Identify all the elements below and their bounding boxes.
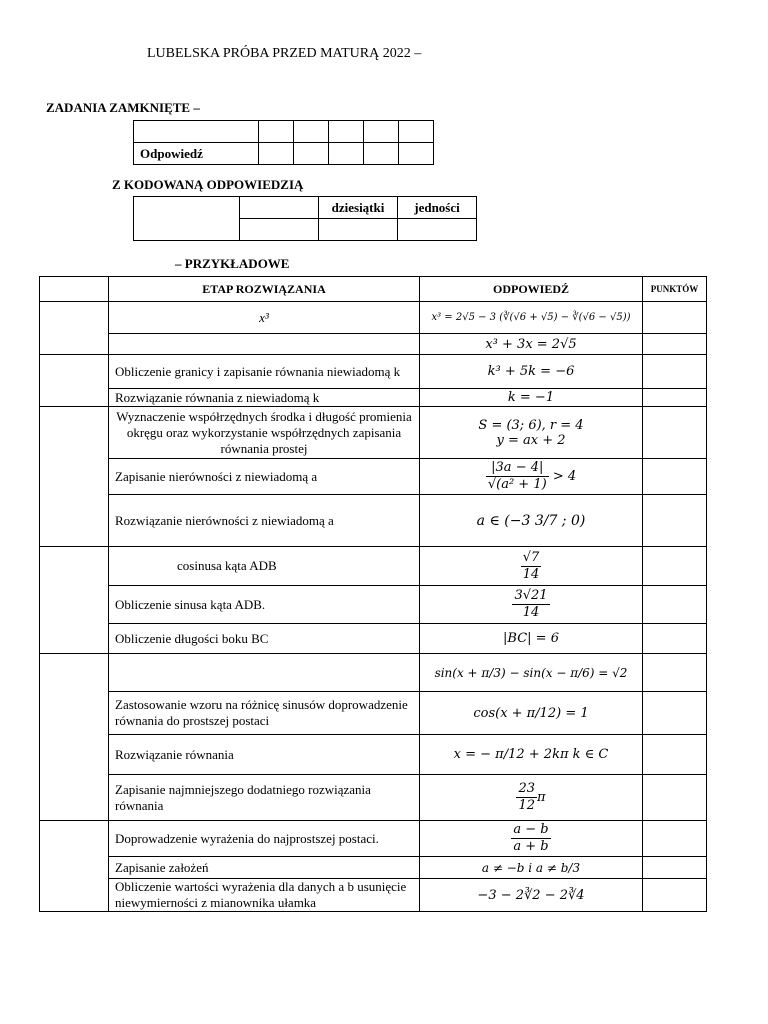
table-row: [40, 355, 707, 389]
answer-text: y = ax + 2: [496, 432, 566, 448]
table-row: [40, 692, 707, 735]
step-text: cosinusa kąta ADB: [109, 547, 420, 586]
table-row: [40, 821, 707, 857]
step-text: Obliczenie długości boku BC: [109, 624, 420, 654]
answer-text: cos(x + π/12) = 1: [420, 692, 643, 735]
table-row: [40, 586, 707, 624]
step-column-header: ETAP ROZWIĄZANIA: [109, 277, 420, 302]
answer-text: a ∈ (−3 3/7 ; 0): [420, 495, 643, 547]
answer-text: S = (3; 6), r = 4: [478, 417, 584, 433]
table-row: [40, 547, 707, 586]
step-text: Obliczenie granicy i zapisanie równania niewiadomą k: [109, 355, 420, 389]
table-row: [40, 389, 707, 407]
answer-column-header: ODPOWIEDŹ: [420, 277, 643, 302]
table-row: Zapisanie nierówności z niewiadomą a $\frac{|3a - 4|}{\text{√(a² + 1)}}$ > 4: [40, 459, 707, 495]
table-row: [40, 857, 707, 879]
closed-tasks-heading: ZADANIA ZAMKNIĘTE –: [46, 100, 200, 115]
examples-heading: – PRZYKŁADOWE: [175, 256, 290, 271]
step-text: Wyznaczenie współrzędnych środka i długość promienia okręgu oraz wykorzystanie współrzędnych zapisania równania prostej: [109, 407, 420, 459]
answer-text: k = −1: [420, 389, 643, 407]
closed-answers-table: [133, 120, 434, 165]
fraction: $\frac{3√21}{14}$: [514, 588, 548, 620]
fraction: $\frac{a - b}{a + b}$: [513, 822, 549, 854]
solution-table: [39, 276, 707, 912]
step-text: Obliczenie sinusa kąta ADB.: [109, 586, 420, 624]
step-text: Zapisanie nierówności z niewiadomą a: [109, 459, 420, 495]
units-header: jedności: [398, 197, 477, 219]
fraction: $\frac{23}{12}$: [518, 781, 535, 813]
table-row: [40, 407, 707, 459]
step-text: Zapisanie najmniejszego dodatniego rozwiązania równania: [109, 775, 420, 821]
answer-text: x³ = 2√5 − 3 (∛(√6 + √5) − ∛(√6 − √5)): [420, 302, 643, 334]
answer-text: |BC| = 6: [420, 624, 643, 654]
table-row: [40, 495, 707, 547]
step-text: Rozwiązanie równania: [109, 735, 420, 775]
tens-header: dziesiątki: [319, 197, 398, 219]
table-row: [40, 334, 707, 355]
step-text: [109, 654, 420, 692]
step-text: Doprowadzenie wyrażenia do najprostszej postaci.: [109, 821, 420, 857]
answer-text: sin(x + π/3) − sin(x − π/6) = √2: [420, 654, 643, 692]
table-row: Zapisanie najmniejszego dodatniego rozwiązania równania $\frac{23}{12}$ π: [40, 775, 707, 821]
table-row: [40, 302, 707, 334]
document-title: LUBELSKA PRÓBA PRZED MATURĄ 2022 –: [147, 46, 422, 61]
step-text: Obliczenie wartości wyrażenia dla danych a b usunięcie niewymierności z mianownika ułamka: [109, 879, 420, 912]
step-text: Rozwiązanie nierówności z niewiadomą a: [109, 495, 420, 547]
table-row: [40, 879, 707, 912]
step-text: x³: [109, 302, 420, 334]
fraction: $\frac{|3a - 4|}{\text{√(a² + 1)}}$: [487, 460, 547, 492]
answer-text: k³ + 5k = −6: [420, 355, 643, 389]
fraction: $\frac{√7}{14}$: [522, 549, 540, 582]
table-row: [40, 735, 707, 775]
step-text: Rozwiązanie równania z niewiadomą k: [109, 389, 420, 407]
table-row: [40, 624, 707, 654]
answer-text: x = − π/12 + 2kπ k ∈ C: [420, 735, 643, 775]
answer-text: x³ + 3x = 2√5: [420, 334, 643, 355]
table-row: [40, 654, 707, 692]
coded-answer-heading: Z KODOWANĄ ODPOWIEDZIĄ: [112, 177, 304, 192]
step-text: Zapisanie założeń: [109, 857, 420, 879]
step-text: [109, 334, 420, 355]
points-column-header: PUNKTÓW: [643, 277, 707, 302]
step-text: Zastosowanie wzoru na różnicę sinusów doprowadzenie równania do prostszej postaci: [109, 692, 420, 735]
answer-text: a ≠ −b i a ≠ b/3: [420, 857, 643, 879]
answer-label: Odpowiedź: [134, 143, 259, 165]
coded-answers-table: [133, 196, 477, 241]
answer-text: −3 − 2∛2 − 2∛4: [420, 879, 643, 912]
